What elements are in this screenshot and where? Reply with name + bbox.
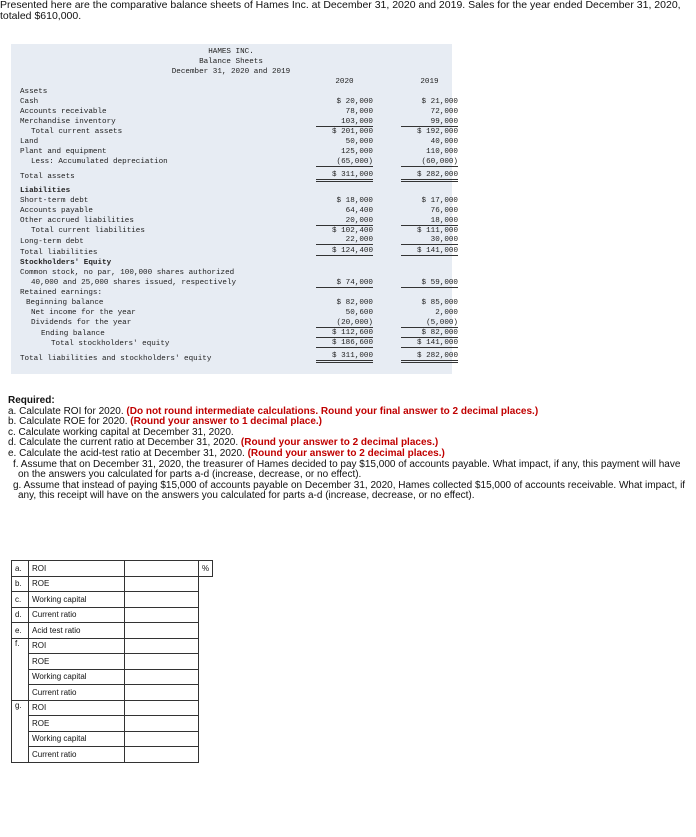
row-label: Working capital — [29, 592, 125, 608]
row-label: Current ratio — [29, 607, 125, 623]
value-2019: 99,000 — [401, 118, 458, 127]
row-label: Other accrued liabilities — [20, 217, 134, 225]
row-label: Short-term debt — [20, 197, 89, 205]
req-b-note: (Round your answer to 1 decimal place.) — [130, 416, 323, 428]
value-2020: (65,000) — [316, 158, 373, 167]
row-label: Working capital — [29, 669, 125, 685]
row-label: Plant and equipment — [20, 148, 107, 156]
answer-select-g-working-capital[interactable] — [125, 731, 199, 747]
row-label: 40,000 and 25,000 shares issued, respectively — [31, 279, 237, 287]
value-2019: $ 192,000 — [416, 128, 458, 136]
row-label: Liabilities — [20, 187, 71, 195]
row-letter: c. — [12, 592, 29, 608]
percent-unit: % — [199, 561, 213, 577]
req-g: g. Assume that instead of paying $15,000 of accounts payable on December 31, 2020, Hames collected $15,000 of accounts receivable. What impact, if any, this receipt will have on the answers you calculated for parts a-d (increase, decrease, or no effect). — [13, 479, 686, 502]
value-2020: $ 18,000 — [336, 197, 373, 205]
row-label: Assets — [20, 88, 48, 96]
value-2020: $ 311,000 — [316, 352, 373, 363]
value-2020: $ 82,000 — [336, 299, 373, 307]
answer-row — [12, 623, 213, 639]
value-2020: $ 124,400 — [316, 247, 373, 256]
row-label: ROE — [29, 654, 125, 670]
problem-intro: Presented here are the comparative balance sheets of Hames Inc. at December 31, 2020 and 2019. Sales for the year ended December 31, 2020, totaled $610,000. — [0, 0, 681, 22]
answer-row — [12, 685, 213, 701]
row-letter: d. — [12, 607, 29, 623]
row-label: Total liabilities — [20, 249, 98, 257]
row-label: Net income for the year — [31, 309, 136, 317]
row-letter: f. — [12, 638, 29, 700]
req-e: e. Calculate the acid-test ratio at December 31, 2020. — [8, 447, 245, 459]
company-name: HAMES INC. — [208, 48, 254, 56]
value-2019: $ 17,000 — [421, 197, 458, 205]
row-label: Ending balance — [41, 330, 105, 338]
row-label: Land — [20, 138, 39, 146]
value-2019: 18,000 — [401, 217, 458, 226]
row-label: Cash — [20, 98, 39, 106]
answer-input-acid-test[interactable] — [125, 623, 199, 639]
row-letter: b. — [12, 576, 29, 592]
answer-select-g-roi[interactable] — [125, 700, 199, 716]
value-2019: 72,000 — [430, 108, 458, 116]
req-c: c. Calculate working capital at December 31, 2020. — [8, 426, 234, 438]
req-d-note: (Round your answer to 2 decimal places.) — [240, 437, 439, 449]
row-label: ROI — [29, 638, 125, 654]
row-label: ROI — [29, 561, 125, 577]
row-label: Long-term debt — [20, 238, 84, 246]
answer-row — [12, 747, 213, 763]
answer-select-f-roi[interactable] — [125, 638, 199, 654]
column-2019: 2019 — [420, 78, 439, 86]
answer-row — [12, 669, 213, 685]
value-2020: $ 102,400 — [331, 227, 373, 235]
row-label: Retained earnings: — [20, 289, 103, 297]
answer-row — [12, 716, 213, 732]
answer-table — [11, 560, 213, 763]
value-2020: $ 74,000 — [316, 279, 373, 288]
answer-row — [12, 638, 213, 654]
value-2020: 50,000 — [345, 138, 373, 146]
value-2020: $ 20,000 — [336, 98, 373, 106]
value-2019: $ 141,000 — [401, 339, 458, 348]
value-2020: $ 311,000 — [316, 171, 373, 182]
req-d: d. Calculate the current ratio at December 31, 2020. — [8, 437, 239, 449]
answer-input-roi[interactable] — [125, 561, 199, 577]
answer-select-f-working-capital[interactable] — [125, 669, 199, 685]
row-label: Current ratio — [29, 685, 125, 701]
row-label: Working capital — [29, 731, 125, 747]
row-label: Stockholders' Equity — [20, 259, 112, 267]
value-2020: 22,000 — [316, 236, 373, 245]
value-2019: 76,000 — [430, 207, 458, 215]
row-label: Less: Accumulated depreciation — [31, 158, 168, 166]
value-2020: 64,400 — [345, 207, 373, 215]
row-label: Beginning balance — [26, 299, 104, 307]
sheet-date: December 31, 2020 and 2019 — [171, 68, 291, 76]
value-2019: $ 111,000 — [416, 227, 458, 235]
value-2019: 30,000 — [401, 236, 458, 245]
value-2019: $ 21,000 — [421, 98, 458, 106]
value-2020: $ 112,600 — [316, 329, 373, 338]
value-2019: $ 59,000 — [401, 279, 458, 288]
req-a: a. Calculate ROI for 2020. — [8, 405, 124, 417]
value-2020: (20,000) — [316, 319, 373, 328]
value-2019: $ 85,000 — [421, 299, 458, 307]
row-letter: e. — [12, 623, 29, 639]
answer-row — [12, 700, 213, 716]
answer-input-current-ratio[interactable] — [125, 607, 199, 623]
row-label: Total current liabilities — [31, 227, 145, 235]
req-a-note: (Do not round intermediate calculations. Round your final answer to 2 decimal places.) — [126, 405, 539, 417]
row-letter: g. — [12, 700, 29, 762]
answer-row — [12, 592, 213, 608]
answer-select-f-current-ratio[interactable] — [125, 685, 199, 701]
row-label: ROE — [29, 576, 125, 592]
value-2019: (60,000) — [401, 158, 458, 167]
answer-row — [12, 561, 213, 577]
sheet-title: Balance Sheets — [199, 58, 263, 66]
answer-select-g-current-ratio[interactable] — [125, 747, 199, 763]
row-label: Common stock, no par, 100,000 shares authorized — [20, 269, 235, 277]
row-label: Total current assets — [31, 128, 123, 136]
answer-input-roe[interactable] — [125, 576, 199, 592]
row-label: Accounts receivable — [20, 108, 107, 116]
row-label: Total assets — [20, 173, 75, 181]
answer-row — [12, 654, 213, 670]
value-2020: 103,000 — [316, 118, 373, 127]
answer-row — [12, 607, 213, 623]
row-letter: a. — [12, 561, 29, 577]
value-2020: $ 201,000 — [331, 128, 373, 136]
row-label: Current ratio — [29, 747, 125, 763]
value-2019: $ 141,000 — [401, 247, 458, 256]
value-2019: 110,000 — [426, 148, 458, 156]
req-b: b. Calculate ROE for 2020. — [8, 416, 128, 428]
value-2020: 78,000 — [345, 108, 373, 116]
value-2019: 40,000 — [430, 138, 458, 146]
answer-input-working-capital[interactable] — [125, 592, 199, 608]
answer-select-g-roe[interactable] — [125, 716, 199, 732]
value-2020: 50,600 — [345, 309, 373, 317]
answer-select-f-roe[interactable] — [125, 654, 199, 670]
answer-row — [12, 731, 213, 747]
value-2020: $ 186,600 — [316, 339, 373, 348]
requirements — [8, 396, 688, 502]
value-2019: $ 282,000 — [401, 171, 458, 182]
value-2019: $ 82,000 — [401, 329, 458, 338]
req-e-note: (Round your answer to 2 decimal places.) — [247, 447, 445, 459]
value-2020: 20,000 — [316, 217, 373, 226]
value-2019: (5,000) — [401, 319, 458, 328]
value-2019: $ 282,000 — [401, 352, 458, 363]
row-label: Total stockholders' equity — [51, 340, 170, 348]
value-2019: 2,000 — [435, 309, 458, 317]
required-title: Required: — [8, 395, 55, 406]
row-label: Dividends for the year — [31, 319, 132, 327]
req-f: f. Assume that on December 31, 2020, the treasurer of Hames decided to pay $15,000 of accounts payable. What impact, if any, this payment will have on the answers you calculated for parts a-d (increase, decrease, or no effect). — [13, 458, 681, 481]
answer-row — [12, 576, 213, 592]
row-label: Merchandise inventory — [20, 118, 116, 126]
row-label: Acid test ratio — [29, 623, 125, 639]
row-label: ROE — [29, 716, 125, 732]
row-label: Accounts payable — [20, 207, 93, 215]
balance-sheet — [11, 44, 458, 374]
column-2020: 2020 — [335, 78, 354, 86]
row-label: ROI — [29, 700, 125, 716]
value-2020: 125,000 — [341, 148, 373, 156]
row-label: Total liabilities and stockholders' equity — [20, 355, 212, 363]
